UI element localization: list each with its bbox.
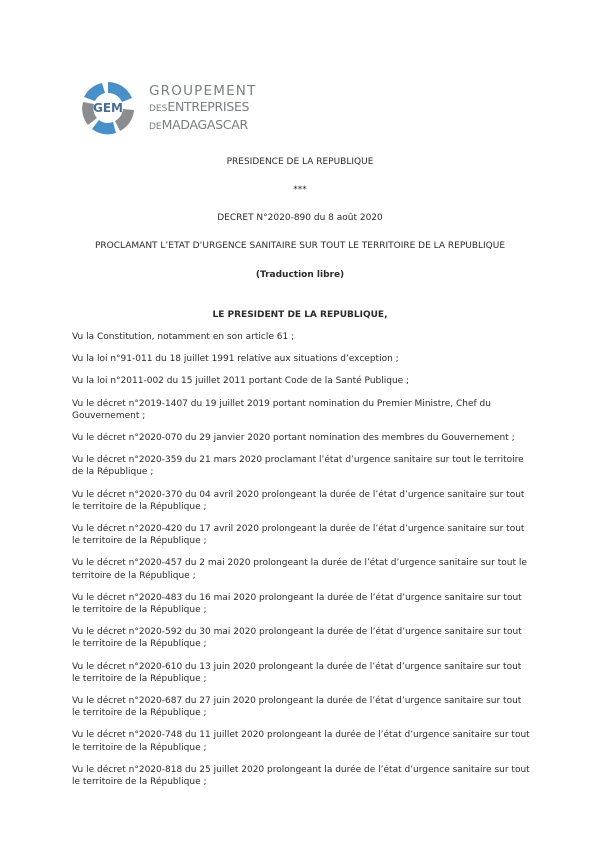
gem-logo-icon	[80, 80, 136, 136]
heading-presidence: PRESIDENCE DE LA REPUBLIQUE	[226, 157, 374, 167]
visa-item: Vu le décret n°2020-687 du 27 juin 2020 prolongeant la durée de l’état d’urgence sanitaire sur tout le territoire de la République ;	[72, 696, 522, 719]
logo-wordmark	[149, 84, 257, 135]
visa-item: Vu le décret n°2020-370 du 04 avril 2020 prolongeant la durée de l’état d’urgence sanitaire sur tout le territoire de la République ;	[72, 489, 525, 512]
visa-item: Vu la loi n°2011-002 du 15 juillet 2011 portant Code de la Santé Publique ;	[72, 376, 410, 387]
heading-decret: DECRET N°2020-890 du 8 août 2020	[217, 213, 383, 223]
visa-item: Vu le décret n°2020-818 du 25 juillet 2020 prolongeant la durée de l’état d’urgence sanitaire sur tout le territoire de la République ;	[72, 764, 530, 788]
visas-list	[72, 331, 532, 798]
heading-traduction: (Traduction libre)	[255, 270, 345, 280]
heading-proclamant: PROCLAMANT L’ETAT D’URGENCE SANITAIRE SUR TOUT LE TERRITOIRE DE LA REPUBLIQUE	[94, 241, 506, 251]
visa-item: Vu le décret n°2020-610 du 13 juin 2020 prolongeant la durée de l’état d’urgence sanitaire sur tout le territoire de la République ;	[72, 661, 522, 684]
heading-le-president: LE PRESIDENT DE LA REPUBLIQUE,	[212, 310, 388, 320]
visa-item: Vu le décret n°2020-483 du 16 mai 2020 prolongeant la durée de l’état d’urgence sanitaire sur tout le territoire de la République ;	[72, 592, 522, 616]
visa-item: Vu le décret n°2020-070 du 29 janvier 2020 portant nomination des membres du Gouvernement ;	[72, 433, 515, 444]
visa-item: Vu le décret n°2020-748 du 11 juillet 2020 prolongeant la durée de l’état d’urgence sanitaire sur tout le territoire de la République ;	[72, 730, 530, 753]
visa-item: Vu la loi n°91-011 du 18 juillet 1991 relative aux situations d’exception ;	[72, 354, 399, 365]
gem-initials: GEM	[93, 101, 123, 115]
visa-item: Vu le décret n°2020-592 du 30 mai 2020 prolongeant la durée de l’état d’urgence sanitaire sur tout le territoire de la République ;	[72, 627, 522, 650]
visa-item: Vu la Constitution, notamment en son article 61 ;	[72, 332, 295, 342]
heading-separator: ***	[293, 185, 307, 195]
visa-item: Vu le décret n°2019-1407 du 19 juillet 2019 portant nomination du Premier Ministre, Chef du Gouvernement ;	[72, 398, 491, 421]
visa-item: Vu le décret n°2020-359 du 21 mars 2020 proclamant l’état d’urgence sanitaire sur tout le territoire de la République ;	[72, 455, 524, 478]
visa-item: Vu le décret n°2020-420 du 17 avril 2020 prolongeant la durée de l’état d’urgence sanitaire sur tout le territoire de la République ;	[72, 524, 525, 547]
logo-line-1: GROUPEMENT	[149, 83, 257, 99]
visa-item: Vu le décret n°2020-457 du 2 mai 2020 prolongeant la durée de l’état d’urgence sanitaire sur tout le territoire de la République ;	[72, 558, 527, 581]
logo-line-2: DESENTREPRISES	[149, 99, 250, 114]
gem-logo	[80, 80, 280, 135]
logo-line-3: DEMADAGASCAR	[149, 117, 248, 132]
